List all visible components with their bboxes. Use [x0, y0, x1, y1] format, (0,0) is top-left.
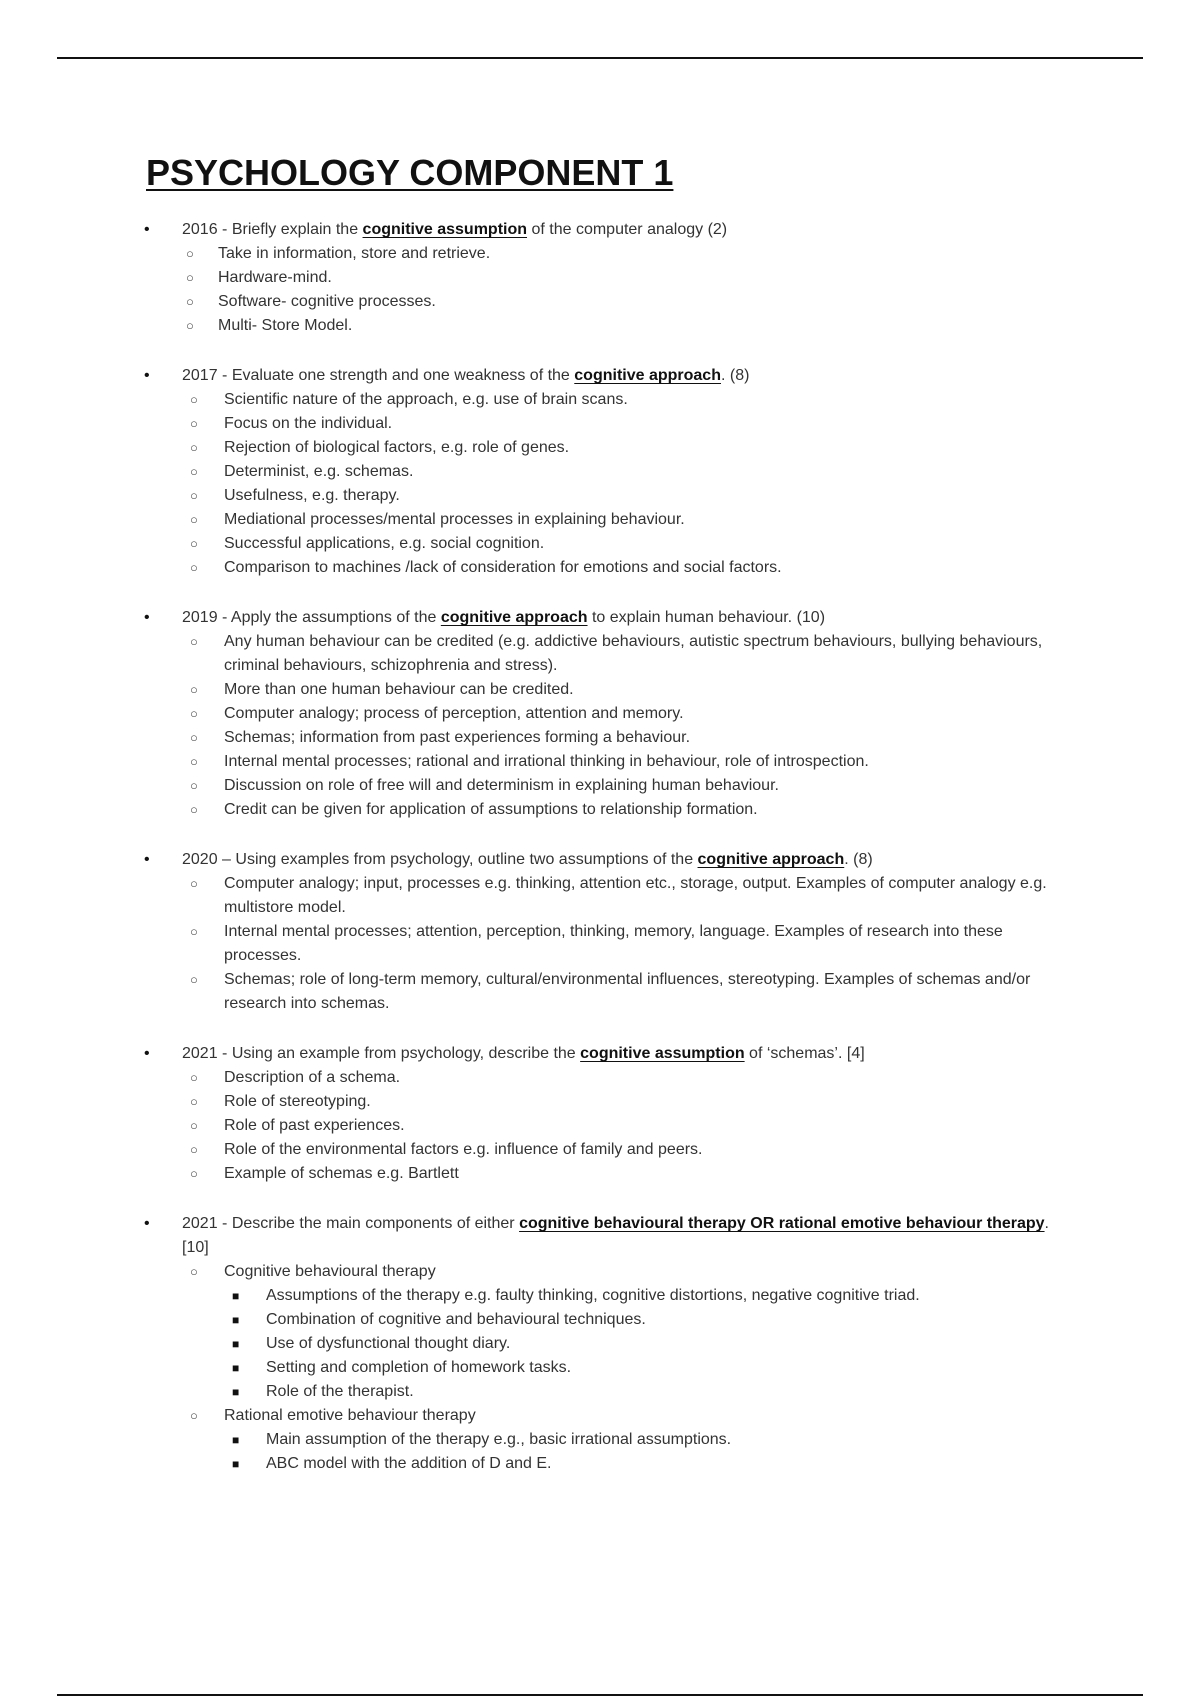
sub-point: ■ Assumptions of the therapy e.g. faulty thinking, cognitive distortions, negative cognitive triad. [224, 1284, 1066, 1308]
question-keyword: cognitive assumption [362, 221, 528, 238]
sub-point: ■ Role of the therapist. [224, 1380, 1066, 1404]
answer-list [182, 242, 1066, 338]
question-item [146, 606, 1066, 822]
answer-item: ○ Example of schemas e.g. Bartlett [182, 1162, 1066, 1186]
bullet-disc-icon: • [144, 851, 150, 868]
question-list [146, 218, 1066, 1476]
document-body [146, 150, 1066, 1502]
answer-list [182, 872, 1066, 1016]
question-text: 2017 - Evaluate one strength and one weakness of the cognitive approach. (8) [182, 367, 750, 384]
answer-list [182, 388, 1066, 580]
bullet-circle-icon: ○ [190, 1142, 198, 1157]
bullet-circle-icon: ○ [190, 972, 198, 987]
answer-item: ○ Role of past experiences. [182, 1114, 1066, 1138]
bottom-rule [57, 1694, 1143, 1696]
bullet-circle-icon: ○ [190, 754, 198, 769]
sub-point: ■ ABC model with the addition of D and E. [224, 1452, 1066, 1476]
bullet-circle-icon: ○ [190, 440, 198, 455]
question-keyword: cognitive assumption [580, 1045, 745, 1062]
sub-point: ■ Combination of cognitive and behavioural techniques. [224, 1308, 1066, 1332]
bullet-disc-icon: • [144, 367, 150, 384]
answer-item: ○ Determinist, e.g. schemas. [182, 460, 1066, 484]
question-item [146, 1212, 1066, 1476]
answer-item: ○ Computer analogy; process of perception, attention and memory. [182, 702, 1066, 726]
answer-item: ○ Role of the environmental factors e.g. influence of family and peers. [182, 1138, 1066, 1162]
top-rule [57, 57, 1143, 59]
bullet-circle-icon: ○ [190, 1118, 198, 1133]
question-keyword: cognitive approach [440, 609, 588, 626]
answer-item: ○ Role of stereotyping. [182, 1090, 1066, 1114]
bullet-square-icon: ■ [232, 1313, 240, 1327]
bullet-circle-icon: ○ [190, 560, 198, 575]
bullet-disc-icon: • [144, 1215, 150, 1232]
answer-item: ○ Software- cognitive processes. [182, 290, 1066, 314]
bullet-circle-icon: ○ [190, 416, 198, 431]
answer-item: ○ Schemas; role of long-term memory, cultural/environmental influences, stereotyping. Examples of schemas and/or research into schemas. [182, 968, 1066, 1016]
question-text: 2019 - Apply the assumptions of the cognitive approach to explain human behaviour. (10) [182, 609, 826, 626]
answer-group: ○ Cognitive behavioural therapy ■ Assumptions of the therapy e.g. faulty thinking, cognitive distortions, negative cognitive triad. ■ Combination of cognitive and behavioural techniques. ■ Use of dysfunctional thought diary. ■ Setting and completion of homework tasks. ■ Role of the therapist. [182, 1260, 1066, 1404]
answer-item: ○ Focus on the individual. [182, 412, 1066, 436]
answer-item: ○ Internal mental processes; attention, perception, thinking, memory, language. Examples of research into these processes. [182, 920, 1066, 968]
bullet-circle-icon: ○ [190, 1408, 198, 1423]
answer-item: ○ Computer analogy; input, processes e.g. thinking, attention etc., storage, output. Examples of computer analogy e.g. multistore model. [182, 872, 1066, 920]
page-title: PSYCHOLOGY COMPONENT 1 [146, 152, 674, 193]
sub-point: ■ Use of dysfunctional thought diary. [224, 1332, 1066, 1356]
answer-item: ○ Internal mental processes; rational and irrational thinking in behaviour, role of introspection. [182, 750, 1066, 774]
question-text: 2016 - Briefly explain the cognitive assumption of the computer analogy (2) [182, 221, 728, 238]
bullet-circle-icon: ○ [186, 246, 194, 261]
answer-item: ○ Comparison to machines /lack of consideration for emotions and social factors. [182, 556, 1066, 580]
answer-item: ○ Rejection of biological factors, e.g. role of genes. [182, 436, 1066, 460]
question-item [146, 218, 1066, 338]
answer-item: ○ Mediational processes/mental processes in explaining behaviour. [182, 508, 1066, 532]
bullet-square-icon: ■ [232, 1289, 240, 1303]
bullet-circle-icon: ○ [190, 536, 198, 551]
bullet-circle-icon: ○ [186, 294, 194, 309]
question-item [146, 1042, 1066, 1186]
question-keyword: cognitive approach [697, 851, 845, 868]
sub-point: ■ Main assumption of the therapy e.g., basic irrational assumptions. [224, 1428, 1066, 1452]
answer-item: ○ Multi- Store Model. [182, 314, 1066, 338]
answer-list [182, 630, 1066, 822]
question-keyword: cognitive approach [574, 367, 721, 384]
bullet-circle-icon: ○ [190, 512, 198, 527]
bullet-circle-icon: ○ [190, 1094, 198, 1109]
bullet-circle-icon: ○ [190, 730, 198, 745]
bullet-circle-icon: ○ [190, 924, 198, 939]
bullet-circle-icon: ○ [190, 778, 198, 793]
bullet-circle-icon: ○ [190, 1070, 198, 1085]
answer-list [182, 1066, 1066, 1186]
bullet-circle-icon: ○ [190, 682, 198, 697]
question-keyword: cognitive behavioural therapy OR rational emotive behaviour therapy [519, 1215, 1045, 1232]
bullet-square-icon: ■ [232, 1457, 240, 1471]
answer-item: ○ Schemas; information from past experiences forming a behaviour. [182, 726, 1066, 750]
bullet-circle-icon: ○ [190, 392, 198, 407]
bullet-square-icon: ■ [232, 1433, 240, 1447]
question-text: 2021 - Using an example from psychology, describe the cognitive assumption of ‘schemas’. [4] [182, 1045, 865, 1062]
answer-item: ○ Discussion on role of free will and determinism in explaining human behaviour. [182, 774, 1066, 798]
answer-item: ○ Successful applications, e.g. social cognition. [182, 532, 1066, 556]
bullet-circle-icon: ○ [190, 1166, 198, 1181]
bullet-circle-icon: ○ [190, 488, 198, 503]
question-text: 2020 – Using examples from psychology, outline two assumptions of the cognitive approach. (8) [182, 851, 873, 868]
bullet-square-icon: ■ [232, 1385, 240, 1399]
bullet-circle-icon: ○ [190, 464, 198, 479]
bullet-square-icon: ■ [232, 1361, 240, 1375]
answer-item: ○ Credit can be given for application of assumptions to relationship formation. [182, 798, 1066, 822]
bullet-disc-icon: • [144, 221, 150, 238]
question-text: 2021 - Describe the main components of either cognitive behavioural therapy OR rational emotive behaviour therapy. [10] [182, 1215, 1049, 1256]
bullet-circle-icon: ○ [190, 706, 198, 721]
answer-item: ○ Usefulness, e.g. therapy. [182, 484, 1066, 508]
bullet-disc-icon: • [144, 1045, 150, 1062]
answer-item: ○ Any human behaviour can be credited (e.g. addictive behaviours, autistic spectrum behaviours, bullying behaviours, criminal behaviours, schizophrenia and stress). [182, 630, 1066, 678]
sub-point: ■ Setting and completion of homework tasks. [224, 1356, 1066, 1380]
answer-group: ○ Rational emotive behaviour therapy ■ Main assumption of the therapy e.g., basic irrational assumptions. ■ ABC model with the addition of D and E. [182, 1404, 1066, 1476]
bullet-square-icon: ■ [232, 1337, 240, 1351]
answer-item: ○ Take in information, store and retrieve. [182, 242, 1066, 266]
question-item [146, 848, 1066, 1016]
bullet-circle-icon: ○ [190, 876, 198, 891]
answer-item: ○ Scientific nature of the approach, e.g. use of brain scans. [182, 388, 1066, 412]
sub-point-list [224, 1284, 1066, 1404]
bullet-circle-icon: ○ [190, 1264, 198, 1279]
answer-item: ○ Description of a schema. [182, 1066, 1066, 1090]
sub-point-list [224, 1428, 1066, 1476]
bullet-disc-icon: • [144, 609, 150, 626]
answer-item: ○ More than one human behaviour can be credited. [182, 678, 1066, 702]
bullet-circle-icon: ○ [186, 318, 194, 333]
bullet-circle-icon: ○ [190, 634, 198, 649]
question-item [146, 364, 1066, 580]
bullet-circle-icon: ○ [190, 802, 198, 817]
bullet-circle-icon: ○ [186, 270, 194, 285]
answer-list [182, 1260, 1066, 1476]
answer-item: ○ Hardware-mind. [182, 266, 1066, 290]
